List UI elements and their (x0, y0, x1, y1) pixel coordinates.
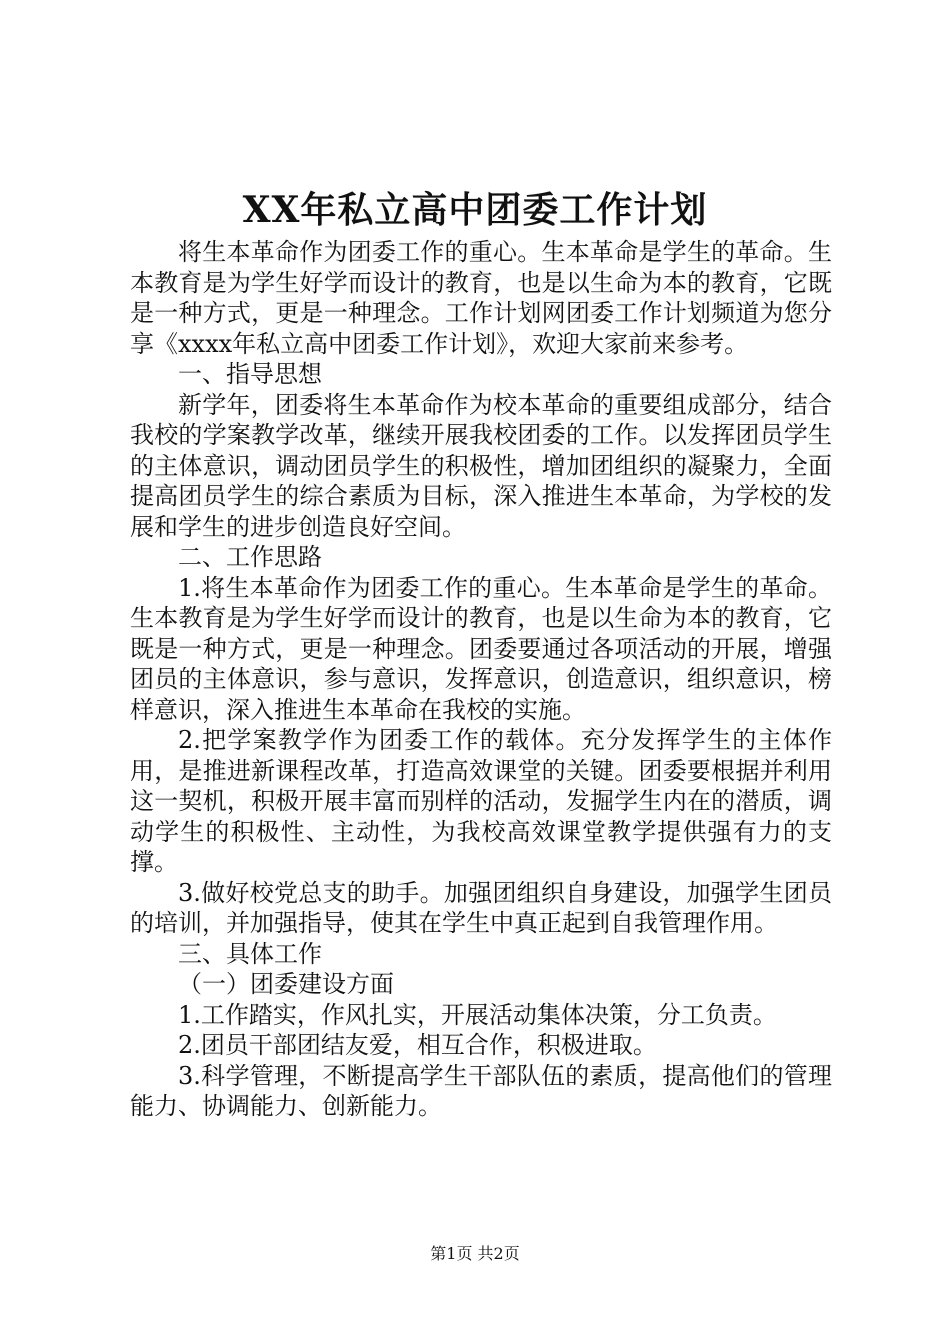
intro-paragraph: 将生本革命作为团委工作的重心。生本革命是学生的革命。生本教育是为学生好学而设计的教育，也是以生命为本的教育，它既是一种方式，更是一种理念。工作计划网团委工作计划频道为您分享《xxxx年私立高中团委工作计划》，欢迎大家前来参考。 (130, 238, 832, 358)
section-heading-guiding-ideology: 一、指导思想 (178, 360, 322, 388)
document-body (130, 237, 832, 1122)
section-heading-specific-work: 三、具体工作 (178, 939, 322, 968)
league-building-item-1: 1.工作踏实，作风扎实，开展活动集体决策，分工负责。 (178, 1000, 777, 1029)
league-building-item-3: 3.科学管理，不断提高学生干部队伍的素质，提高他们的管理能力、协调能力、创新能力。 (130, 1061, 832, 1120)
work-approach-item-3: 3.做好校党总支的助手。加强团组织自身建设，加强学生团员的培训，并加强指导，使其在学生中真正起到自我管理作用。 (130, 878, 832, 937)
section-heading-work-approach: 二、工作思路 (178, 543, 322, 571)
subsection-heading-league-building: （一）团委建设方面 (178, 970, 394, 998)
guiding-ideology-paragraph: 新学年，团委将生本革命作为校本革命的重要组成部分，结合我校的学案教学改革，继续开展我校团委的工作。以发挥团员学生的主体意识，调动团员学生的积极性，增加团组织的凝聚力，全面提高团员学生的综合素质为目标，深入推进生本革命，为学校的发展和学生的进步创造良好空间。 (130, 390, 832, 541)
work-approach-item-2: 2.把学案教学作为团委工作的载体。充分发挥学生的主体作用，是推进新课程改革，打造高效课堂的关键。团委要根据并利用这一契机，积极开展丰富而别样的活动，发掘学生内在的潜质，调动学生的积极性、主动性，为我校高效课堂教学提供强有力的支撑。 (130, 726, 832, 876)
document-title: XX年私立高中团委工作计划 (242, 189, 708, 231)
league-building-item-2: 2.团员干部团结友爱，相互合作，积极进取。 (178, 1031, 657, 1059)
work-approach-item-1: 1.将生本革命作为团委工作的重心。生本革命是学生的革命。生本教育是为学生好学而设计的教育，也是以生命为本的教育，它既是一种方式，更是一种理念。团委要通过各项活动的开展，增强团员的主体意识，参与意识，发挥意识，创造意识，组织意识，榜样意识，深入推进生本革命在我校的实施。 (130, 573, 832, 724)
page-number-footer: 第1页 共2页 (430, 1244, 520, 1263)
